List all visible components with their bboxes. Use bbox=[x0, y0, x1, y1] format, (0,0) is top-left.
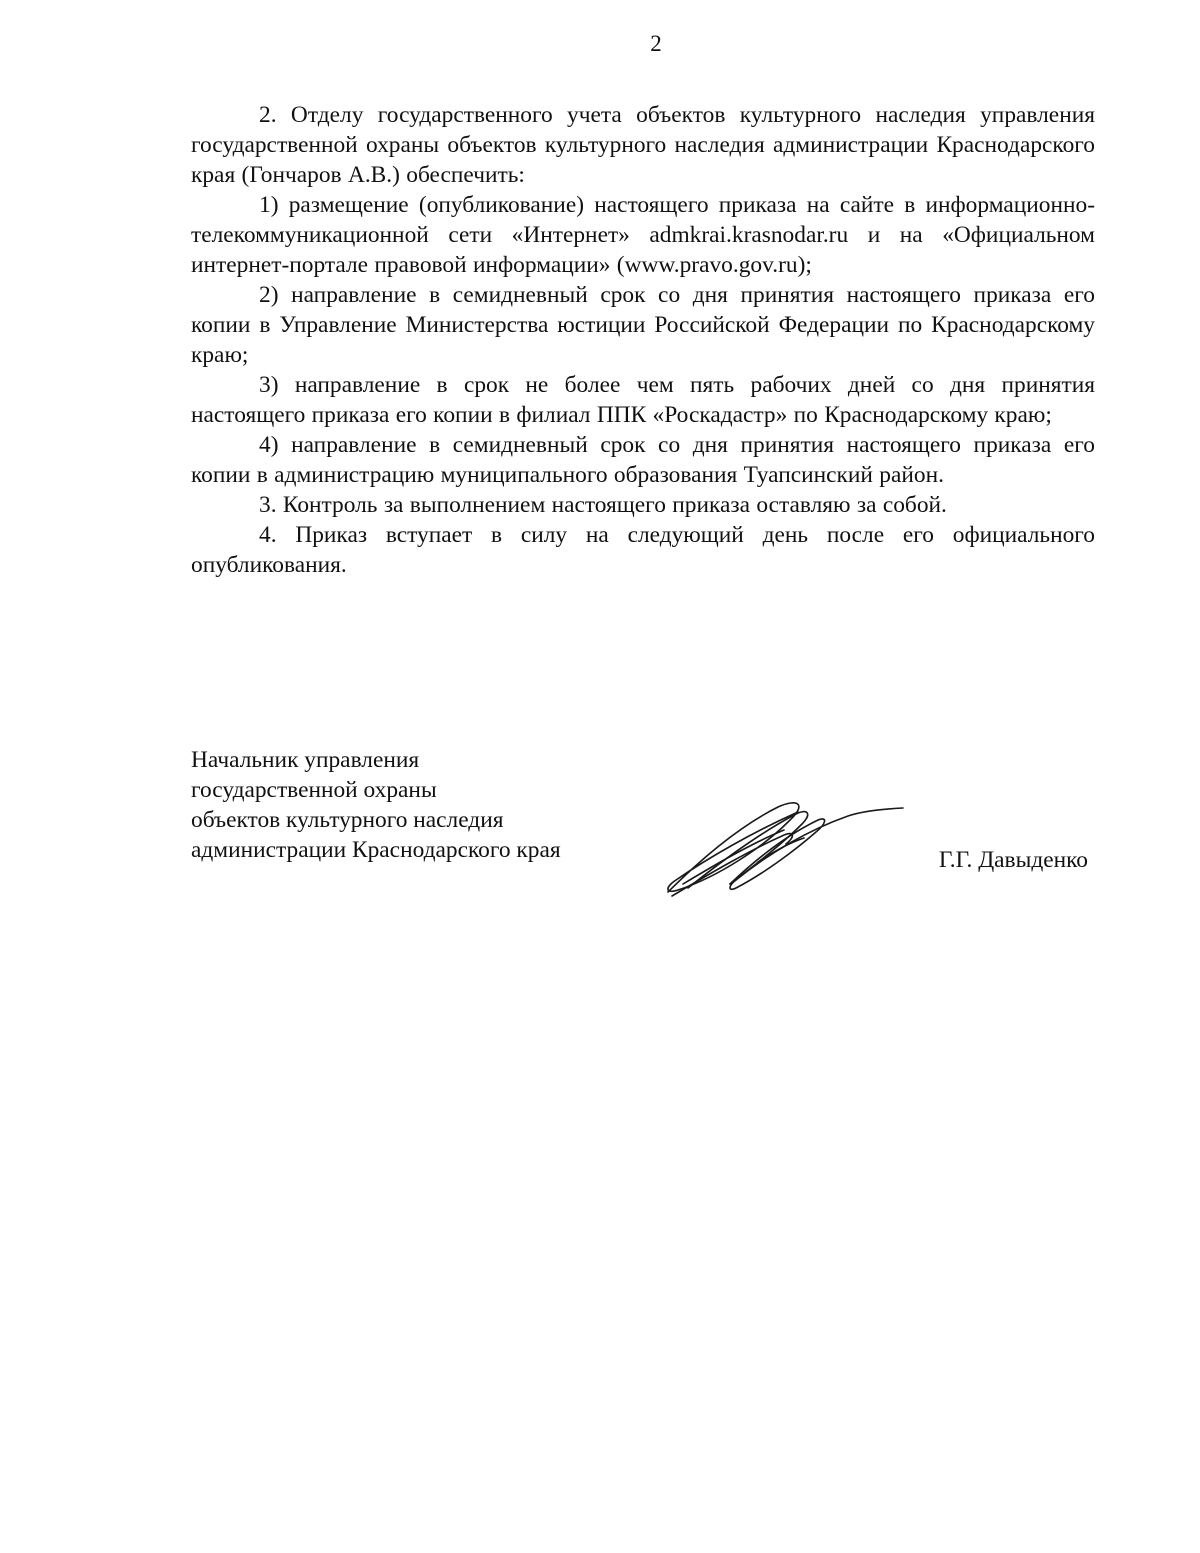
signatory-title-line: государственной охраны bbox=[191, 777, 437, 803]
signatory-title bbox=[191, 745, 561, 865]
signatory-title-line: администрации Краснодарского края bbox=[191, 837, 561, 863]
page-number: 2 bbox=[650, 31, 662, 56]
paragraph-item-3-control: 3. Контроль за выполнением настоящего приказа оставляю за собой. bbox=[259, 492, 947, 518]
handwritten-signature bbox=[658, 792, 908, 912]
subitem-2-ministry-of-justice: 2) направление в семидневный срок со дня принятия настоящего приказа его копии в Управление Министерства юстиции Российской Федерации по Краснодарскому краю; bbox=[191, 282, 1095, 368]
paragraph-item-2: 2. Отделу государственного учета объектов культурного наследия управления государственной охраны объектов культурного наследия администрации Краснодарского края (Гончаров А.В.) обеспечить: bbox=[191, 102, 1095, 188]
subitem-4-municipal-administration: 4) направление в семидневный срок со дня принятия настоящего приказа его копии в администрацию муниципального образования Туапсинский район. bbox=[191, 432, 1095, 488]
document-body bbox=[191, 100, 1095, 580]
signatory-name: Г.Г. Давыденко bbox=[938, 847, 1088, 873]
signatory-title-line: Начальник управления bbox=[191, 747, 420, 773]
subitem-3-roskadastr: 3) направление в срок не более чем пять рабочих дней со дня принятия настоящего приказа его копии в филиал ППК «Роскадастр» по Краснодарскому краю; bbox=[191, 372, 1095, 428]
signatory-title-line: объектов культурного наследия bbox=[191, 807, 504, 833]
paragraph-item-4-effective-date: 4. Приказ вступает в силу на следующий день после его официального опубликования. bbox=[191, 522, 1095, 578]
subitem-1-publication: 1) размещение (опубликование) настоящего приказа на сайте в информационно-телекоммуникационной сети «Интернет» admkrai.krasnodar.ru и на «Официальном интернет-портале правовой информации» (www.pravo.gov.ru); bbox=[191, 192, 1095, 278]
